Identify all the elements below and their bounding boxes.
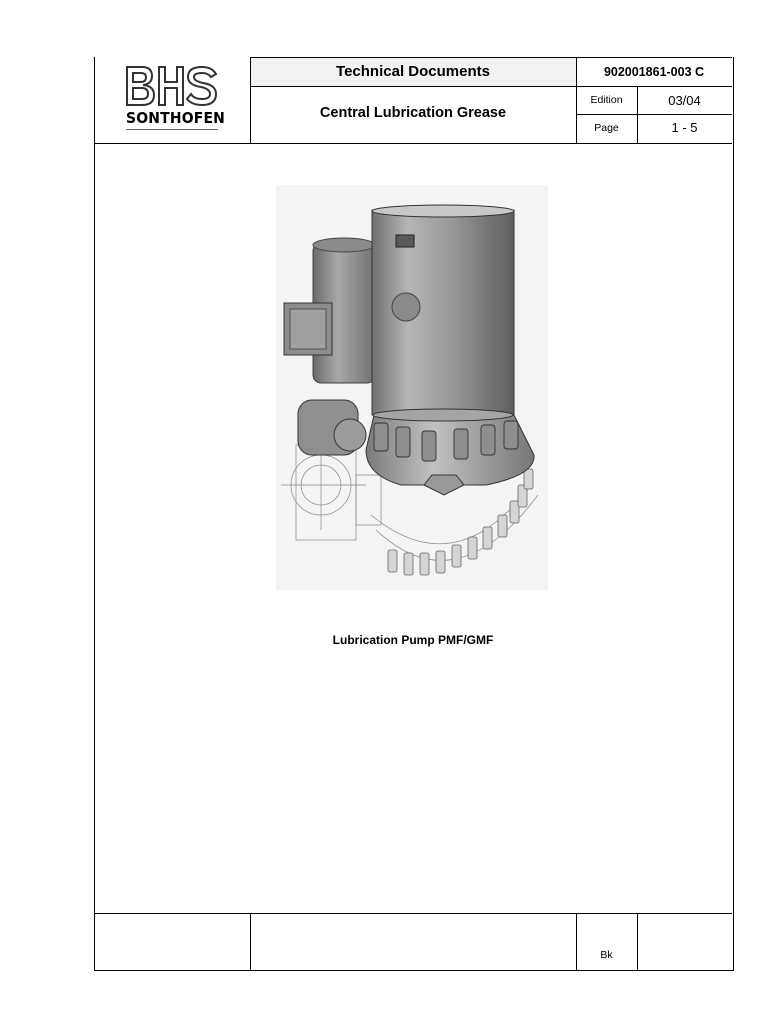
document-number: 902001861-003 C [603,65,705,79]
edition-value: 03/04 [668,93,701,108]
edition-label: Edition [590,94,623,106]
lubrication-pump-image [276,185,548,590]
section-title: Technical Documents [336,63,490,80]
header-row-rule [576,114,732,115]
logo-underline [126,129,218,130]
header-mid-rule [250,86,732,87]
figure-caption: Lubrication Pump PMF/GMF [332,633,494,647]
document-subject: Central Lubrication Grease [319,105,507,121]
footer-divider-2 [576,913,577,970]
page-value: 1 - 5 [671,120,698,135]
footer-divider-3 [637,913,638,970]
footer-divider-1 [250,913,251,970]
author-initials: Bk [600,949,613,961]
page-label: Page [594,122,619,134]
header-top-rule [250,57,732,58]
logo-subtitle: SONTHOFEN [126,109,226,127]
bhs-logo [124,64,220,108]
logo-dot: . [93,55,95,61]
